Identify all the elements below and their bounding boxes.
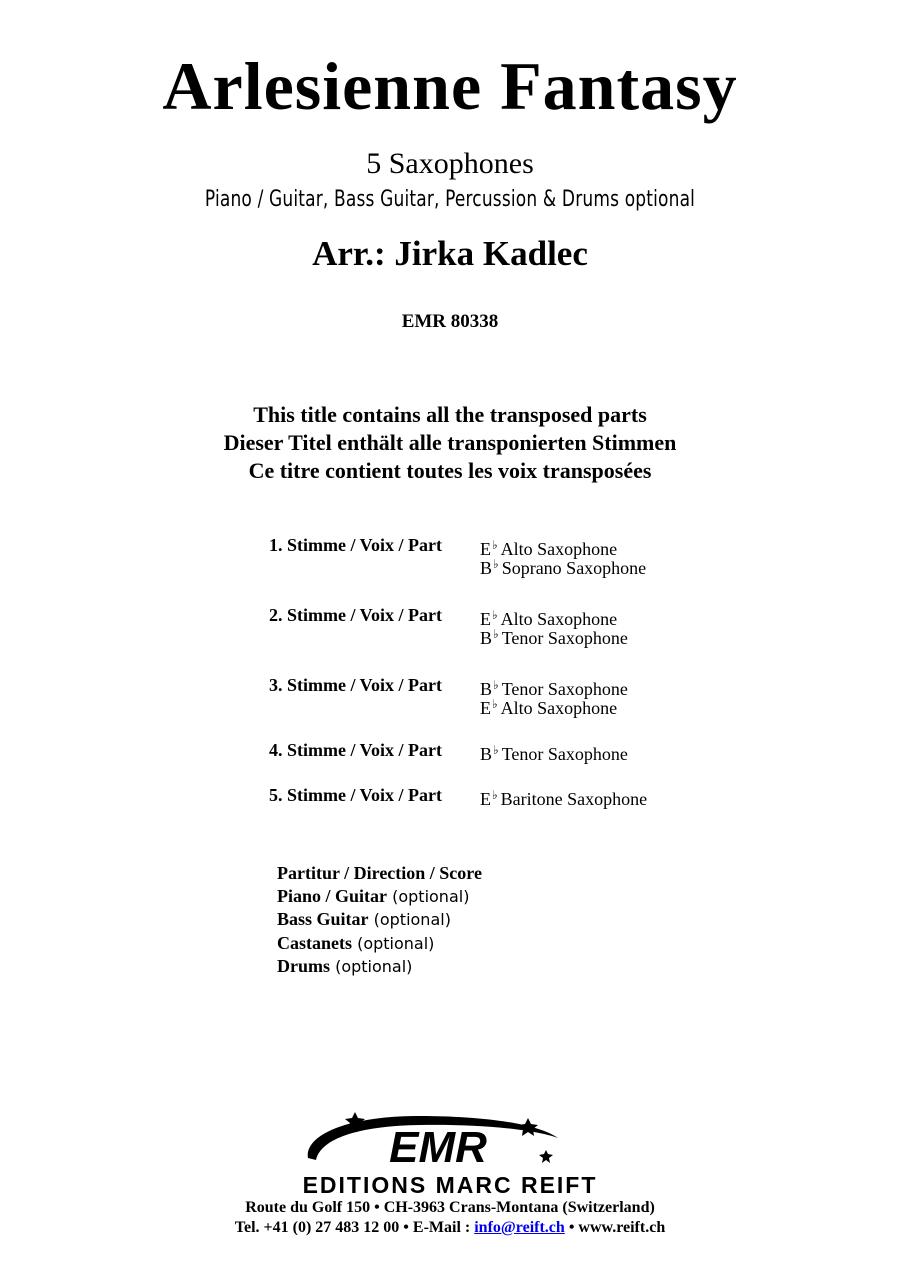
part-label: 4. Stimme / Voix / Part [269,740,442,760]
part-label: 3. Stimme / Voix / Part [269,675,442,695]
logo-star-right [518,1118,538,1136]
instrument: E♭ Alto Saxophone [480,608,618,629]
emr-logo [300,1108,570,1172]
extra-part: Piano / Guitar (optional) [277,885,470,906]
catalog-number: EMR 80338 [401,311,499,332]
part-label: 2. Stimme / Voix / Part [269,605,442,625]
publisher-name: EDITIONS MARC REIFT [302,1172,598,1198]
part-instruments [480,606,628,648]
part-instruments [480,741,628,764]
extra-part: Bass Guitar (optional) [277,909,451,930]
email-link[interactable]: info@reift.ch [474,1219,565,1236]
notice-german: Dieser Titel enthält alle transponierten Stimmen [223,430,677,455]
contact-phone: Tel. +41 (0) 27 483 12 00 • E-Mail : [234,1219,475,1236]
instrument: E♭ Alto Saxophone [480,697,618,718]
part-instruments [480,786,648,809]
transposed-parts-notice [0,401,900,485]
extra-part: Partitur / Direction / Score [277,863,482,883]
instrument: B♭ Tenor Saxophone [480,678,628,699]
instrument: B♭ Tenor Saxophone [480,627,628,648]
instrumentation: 5 Saxophones [366,147,534,180]
instrument: B♭ Tenor Saxophone [480,743,628,764]
part-label: 1. Stimme / Voix / Part [269,535,442,555]
publisher-address: Route du Golf 150 • CH-3963 Crans-Montana (Switzerland) [245,1199,655,1216]
logo-star-small [539,1150,553,1163]
extra-part: Drums (optional) [277,956,413,977]
contact-web: • www.reift.ch [564,1219,666,1236]
publisher-contact [0,1218,900,1238]
instrument: B♭ Soprano Saxophone [480,557,647,578]
logo-text: EMR [389,1123,487,1172]
part-instruments [480,536,647,578]
instrumentation-optional: Piano / Guitar, Bass Guitar, Percussion & Drums optional [204,187,696,212]
document-title: Arlesienne Fantasy [162,48,738,124]
notice-french: Ce titre contient toutes les voix transposées [248,458,652,483]
extra-part: Castanets (optional) [277,932,435,953]
instrument: E♭ Baritone Saxophone [480,788,648,809]
notice-english: This title contains all the transposed parts [253,402,647,427]
additional-parts-list [277,862,482,979]
part-instruments [480,676,628,718]
arranger: Arr.: Jirka Kadlec [312,234,588,273]
instrument: E♭ Alto Saxophone [480,538,618,559]
part-label: 5. Stimme / Voix / Part [269,785,442,805]
